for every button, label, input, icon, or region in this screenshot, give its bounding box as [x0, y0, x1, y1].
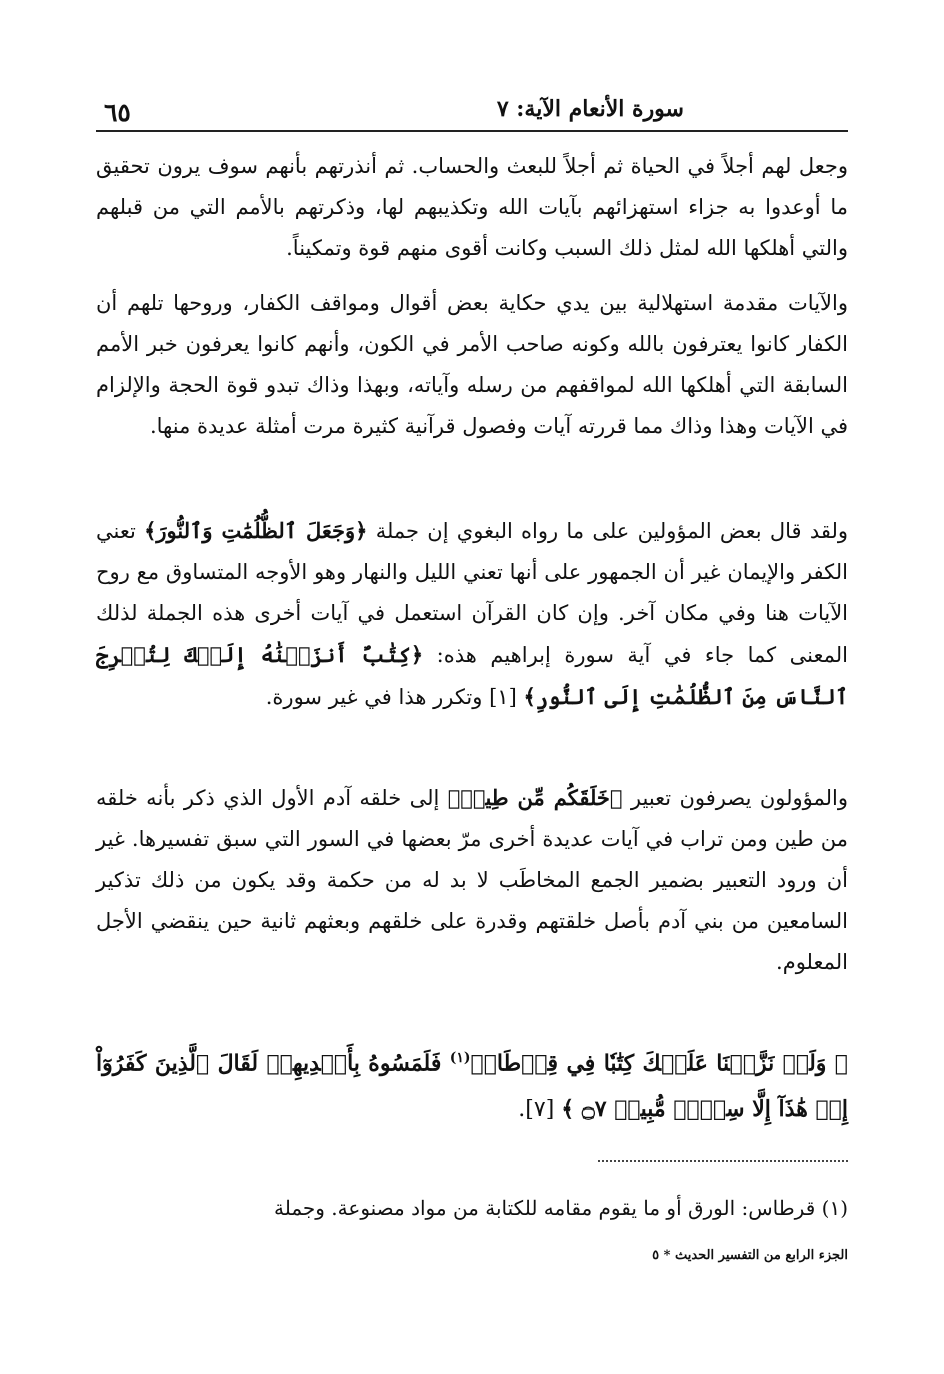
paragraph-2: والآيات مقدمة استهلالية بين يدي حكاية بعض أقوال ومواقف الكفار، وروحها تلهم أن الكفار كانوا يعترفون بالله وكونه صاحب الأمر في الكون، وأنهم كانوا يعرفون خبر الأمم السابقة التي أهلكها الله لمواقفهم من رسله وآياته، وبهذا وذاك تبدو قوة الحجة والإلزام في الآيات وهذا وذاك مما قررته آيات وفصول قرآنية كثيرة مرت أمثلة عديدة منها.	[96, 291, 848, 438]
paragraph-1: وجعل لهم أجلاً في الحياة ثم أجلاً للبعث والحساب. ثم أنذرتهم بأنهم سوف يرون تحقيق ما أوعدوا به جزاء استهزائهم بآيات الله وتكذيبهم لها، وذكرتهم بالأمم التي من قبلهم والتي أهلكها الله لمثل ذلك السبب وكانت أقوى منهم قوة وتمكيناً.	[96, 154, 848, 260]
running-title: سورة الأنعام الآية: ٧	[496, 96, 684, 122]
header-rule	[96, 130, 848, 132]
verse-block	[96, 1035, 848, 1133]
paragraph-4-text-2: إلى خلقه آدم الأول الذي ذكر بأنه خلقه من طين ومن تراب في آيات عديدة أخرى مرّ بعضها في السور التي سبق تفسيرها. غير أن ورود التعبير بضمير الجمع المخاطَب لا بد له من حكمة وقد يكون من ذلك تذكير السامعين من بني آدم بأصل خلقتهم وقدرة على خلقهم وبعثهم ثانية حين ينقضي الأجل المعلوم.	[96, 786, 848, 974]
paragraph-3-text-3: [١] وتكرر هذا في غير سورة.	[265, 685, 524, 709]
paragraph-3	[96, 510, 848, 718]
volume-signature: الجزء الرابع من التفسير الحديث * ٥	[652, 1248, 848, 1263]
footnote-separator	[598, 1160, 848, 1162]
paragraph-3-text-1: ولقد قال بعض المؤولين على ما رواه البغوي إن جملة	[367, 519, 849, 543]
verse-reference: [٧].	[518, 1097, 562, 1123]
page-number: ٦٥	[104, 98, 131, 127]
verse-text-2: فَلَمَسُوهُ بِأَيۡدِيهِمۡ لَقَالَ ٱلَّذِينَ كَفَرُوٓاْ إِنۡ هَٰذَآ إِلَّا سِحۡرٞ مُّبِينٞ ۝٧ ﴾	[96, 1050, 848, 1123]
quran-quote-3: ﴿خَلَقَكُم مِّن طِينٖ﴾	[447, 785, 623, 810]
paragraph-4-text-1: والمؤولون يصرفون تعبير	[622, 786, 848, 810]
paragraph-3-text-2: تعني الكفر والإيمان غير أن الجمهور على أنها تعني الليل والنهار وهو الأوجه المتساوق مع روح الآيات هنا وفي مكان آخر. وإن كان القرآن استعمل في آيات أخرى هذه الجملة لذلك المعنى كما جاء في آية سورة إبراهيم هذه:	[96, 519, 848, 667]
quran-quote-1: ﴿وَجَعَلَ ٱلظُّلُمَٰتِ وَٱلنُّورَ﴾	[144, 518, 368, 543]
quran-quote-2: ﴿كِتَٰبٌ أَنزَلۡنَٰهُ إِلَيۡكَ لِتُخۡرِجَ ٱلنَّاسَ مِنَ ٱلظُّلُمَٰتِ إِلَى ٱلنُّورِ﴾	[96, 642, 848, 709]
verse-text: ﴿ وَلَوۡ نَزَّلۡنَا عَلَيۡكَ كِتَٰبٗا فِي قِرۡطَاسٖ	[470, 1050, 848, 1077]
paragraph-4	[96, 777, 848, 983]
page-header	[96, 92, 848, 126]
footnote-marker: (١)	[449, 1050, 471, 1066]
footnote: (١) قرطاس: الورق أو ما يقوم مقامه للكتابة من مواد مصنوعة. وجملة	[274, 1196, 848, 1220]
